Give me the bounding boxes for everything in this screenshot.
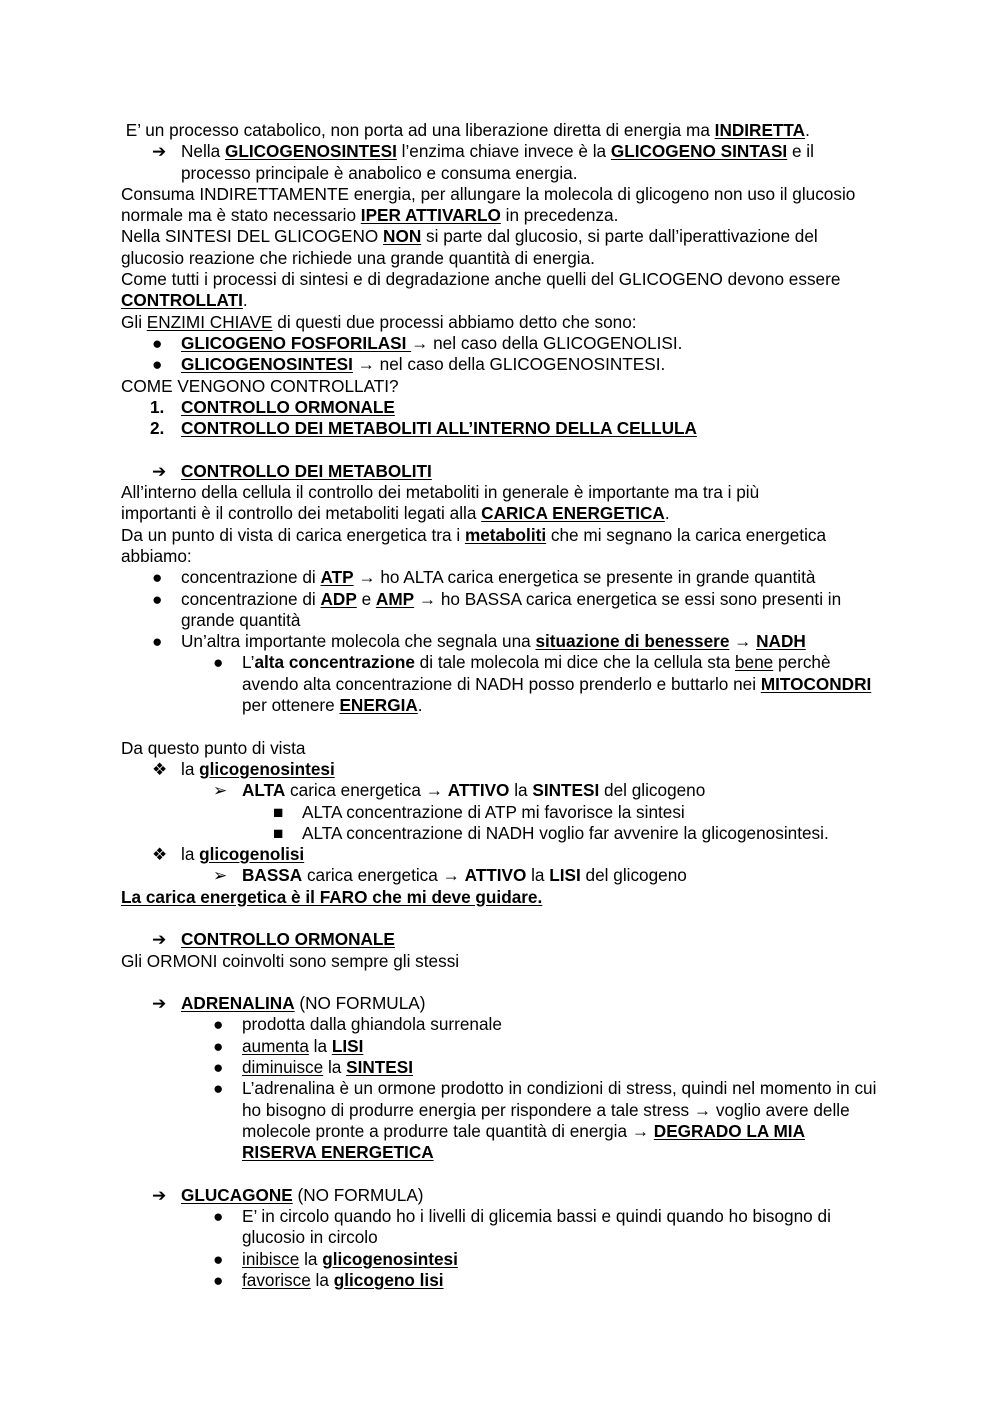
text: E’ in circolo quando ho i livelli di glicemia bassi e quindi quando ho bisogno di glucosio in circolo [242, 1206, 831, 1248]
arrow-bullet-icon: ➔ [152, 993, 167, 1014]
text-emphasis: glicogenolisi [199, 844, 305, 865]
text-emphasis: DEGRADO LA MIA RISERVA ENERGETICA [242, 1120, 805, 1163]
text: L’adrenalina è un ormone prodotto in condizioni di stress, quindi nel momento in cui ho bisogno di produrre energia per rispondere a tale stress → voglio avere delle molecole pronte a produrre tale quantità di energia → [242, 1078, 877, 1141]
text: del glicogeno [599, 780, 706, 801]
question: COME VENGONO CONTROLLATI? [121, 375, 399, 396]
sub-bullet-item [121, 1249, 891, 1270]
text: e il processo principale è anabolico e consuma energia. [181, 141, 814, 183]
text-underlined: aumenta [242, 1035, 309, 1056]
text: Gli [121, 311, 147, 332]
paragraph [121, 226, 881, 269]
text: di questi due processi abbiamo detto che sono: [272, 311, 637, 332]
triangle-bullet-icon: ➢ [213, 780, 228, 801]
document-body [121, 120, 891, 1291]
text-emphasis: GLICOGENO FOSFORILASI [181, 332, 412, 353]
arrow-item [121, 141, 833, 184]
text-underlined: diminuisce [242, 1057, 324, 1078]
spacer [121, 1164, 891, 1185]
text: Un’altra importante molecola che segnala una [181, 631, 536, 652]
bullet-dot-icon: ● [213, 1014, 224, 1035]
bullet-item [121, 333, 891, 354]
text-underlined: bene [734, 652, 774, 673]
text: → [729, 631, 757, 652]
bullet-dot-icon: ● [213, 1248, 224, 1269]
text: → ho ALTA carica energetica se presente in grande quantità [353, 567, 816, 588]
arrow-item [121, 1185, 891, 1206]
text-emphasis: situazione di benessere [535, 631, 730, 652]
text-emphasis: CARICA ENERGETICA [481, 503, 665, 524]
text-bold: BASSA [242, 865, 303, 886]
square-bullet-icon: ■ [273, 801, 284, 822]
text: . [805, 120, 810, 140]
sub-bullet-item [121, 1078, 880, 1163]
text-emphasis: CONTROLLO ORMONALE [181, 396, 395, 417]
triangle-item [121, 780, 891, 801]
text-emphasis: glicogenosintesi [199, 758, 335, 779]
arrow-bullet-icon: ➔ [152, 460, 167, 481]
paragraph [121, 269, 846, 312]
text: si parte dal glucosio, si parte dall’iperattivazione del glucosio reazione che richiede una grande quantità di energia. [121, 226, 818, 268]
text: Come tutti i processi di sintesi e di degradazione anche quelli del GLICOGENO devono essere [121, 269, 841, 290]
text: del glicogeno [580, 865, 687, 886]
bullet-item [121, 631, 891, 652]
diamond-item [121, 844, 891, 865]
text: ALTA concentrazione di ATP mi favorisce la sintesi [302, 801, 685, 822]
bullet-dot-icon: ● [213, 1035, 224, 1056]
text-emphasis: INDIRETTA [714, 120, 806, 140]
text-emphasis: ADRENALINA [181, 993, 295, 1014]
bullet-dot-icon: ● [152, 567, 163, 588]
text: → nel caso della GLICOGENOLISI. [411, 332, 683, 353]
text: ALTA concentrazione di NADH voglio far avvenire la glicogenosintesi. [302, 822, 829, 843]
sub-bullet-item [121, 1270, 891, 1291]
text: in precedenza. [500, 205, 619, 226]
paragraph [121, 525, 886, 568]
text-emphasis: NADH [756, 631, 806, 652]
text-underlined: favorisce [242, 1270, 311, 1291]
text: . [417, 695, 423, 716]
text-emphasis: glicogenosintesi [322, 1248, 458, 1269]
bullet-dot-icon: ● [213, 1206, 224, 1227]
text-emphasis: ATP [320, 567, 354, 588]
sub-bullet-item [121, 1014, 891, 1035]
square-item [121, 823, 891, 844]
text-emphasis: NON [383, 226, 422, 247]
paragraph [121, 312, 891, 333]
paragraph: Gli ORMONI coinvolti sono sempre gli stessi [121, 950, 460, 971]
heading-text: CONTROLLO DEI METABOLITI [181, 460, 432, 481]
section-heading [121, 929, 891, 950]
text: → nel caso della GLICOGENOSINTESI. [352, 354, 666, 375]
text: All’interno della cellula il controllo dei metaboliti in generale è importante ma tra i più importanti è il controllo dei metaboliti legati alla [121, 482, 760, 524]
text: di tale molecola mi dice che la cellula sta [414, 652, 735, 673]
text: perchè avendo alta concentrazione di NADH posso prenderlo e buttarlo nei [242, 652, 831, 694]
number-marker: 2. [150, 418, 165, 439]
text: . [242, 290, 248, 311]
text: la [526, 865, 550, 886]
arrow-bullet-icon: ➔ [152, 141, 167, 162]
text: prodotta dalla ghiandola surrenale [242, 1014, 502, 1035]
bullet-dot-icon: ● [152, 588, 163, 609]
spacer [121, 716, 891, 737]
spacer [121, 908, 891, 929]
text: la [181, 758, 200, 779]
text-bold: ATTIVO [447, 780, 510, 801]
section-heading [121, 461, 891, 482]
square-bullet-icon: ■ [273, 822, 284, 843]
text: → ho BASSA carica energetica se essi sono presenti in grande quantità [181, 588, 842, 630]
bullet-dot-icon: ● [152, 354, 163, 375]
text: la [509, 780, 533, 801]
triangle-item [121, 865, 891, 886]
heading-text: CONTROLLO ORMONALE [181, 929, 395, 950]
bullet-dot-icon: ● [213, 1057, 224, 1078]
text-emphasis: ADP [320, 588, 357, 609]
intro-line [121, 120, 891, 141]
text-emphasis: glicogeno lisi [333, 1270, 444, 1291]
text: Da un punto di vista di carica energetica tra i [121, 524, 465, 545]
text-emphasis: GLICOGENO SINTASI [610, 141, 788, 162]
text-bold: SINTESI [532, 780, 600, 801]
numbered-item [121, 418, 891, 439]
text: E’ un processo catabolico, non porta ad una liberazione diretta di energia ma [125, 120, 715, 140]
bullet-dot-icon: ● [152, 332, 163, 353]
text-bold: ALTA [242, 780, 286, 801]
bullet-item [121, 589, 881, 632]
bullet-dot-icon: ● [213, 652, 224, 673]
text: e [356, 588, 376, 609]
arrow-bullet-icon: ➔ [152, 1184, 167, 1205]
square-item [121, 802, 891, 823]
bullet-item [121, 354, 891, 375]
text: concentrazione di [181, 567, 321, 588]
sub-bullet-item [121, 652, 877, 716]
text: la [299, 1248, 323, 1269]
text: carica energetica → [285, 780, 448, 801]
text: Consuma INDIRETTAMENTE energia, per allungare la molecola di glicogeno non uso il glucosio normale ma è stato necessario [121, 183, 856, 226]
text-emphasis: MITOCONDRI [760, 673, 872, 694]
triangle-bullet-icon: ➢ [213, 865, 228, 886]
text: l’enzima chiave invece è la [396, 141, 611, 162]
text-emphasis: GLICOGENOSINTESI [224, 141, 397, 162]
text-emphasis: AMP [375, 588, 415, 609]
paragraph [121, 184, 881, 227]
diamond-bullet-icon: ❖ [152, 758, 168, 779]
text: . [664, 503, 670, 524]
diamond-bullet-icon: ❖ [152, 844, 168, 865]
bullet-dot-icon: ● [213, 1078, 224, 1099]
text-bold: ATTIVO [464, 865, 527, 886]
text-bold: alta concentrazione [254, 652, 415, 673]
bullet-item [121, 567, 891, 588]
sub-bullet-item [121, 1206, 882, 1249]
spacer [121, 972, 891, 993]
spacer [121, 439, 891, 460]
text: carica energetica → [302, 865, 465, 886]
text-emphasis: IPER ATTIVARLO [360, 205, 501, 226]
text: (NO FORMULA) [292, 1184, 424, 1205]
text: Nella SINTESI DEL GLICOGENO [121, 226, 384, 247]
text-emphasis: SINTESI [346, 1057, 413, 1078]
arrow-bullet-icon: ➔ [152, 929, 167, 950]
bullet-dot-icon: ● [213, 1270, 224, 1291]
text-emphasis: ENERGIA [339, 695, 418, 716]
text-emphasis: CONTROLLO DEI METABOLITI ALL’INTERNO DELLA CELLULA [181, 418, 697, 439]
text: concentrazione di [181, 588, 321, 609]
text-emphasis: LISI [331, 1035, 364, 1056]
arrow-item [121, 993, 891, 1014]
paragraph [121, 482, 821, 525]
text: (NO FORMULA) [294, 993, 426, 1014]
bullet-dot-icon: ● [152, 631, 163, 652]
paragraph: Da questo punto di vista [121, 737, 306, 758]
text-emphasis: GLUCAGONE [181, 1184, 293, 1205]
number-marker: 1. [150, 396, 165, 417]
text: Nella [181, 141, 225, 162]
text-bold: LISI [549, 865, 581, 886]
text: per ottenere [242, 695, 340, 716]
text-underlined: inibisce [242, 1248, 300, 1269]
text: L’ [242, 652, 255, 673]
text: la [308, 1035, 332, 1056]
sub-bullet-item [121, 1036, 891, 1057]
text-emphasis: metaboliti [464, 524, 547, 545]
numbered-item [121, 397, 891, 418]
text-underlined: ENZIMI CHIAVE [146, 311, 273, 332]
text: che mi segnano la carica energetica abbiamo: [121, 524, 827, 566]
text: la [310, 1270, 334, 1291]
text-emphasis: La carica energetica è il FARO che mi deve guidare. [121, 886, 543, 907]
key-statement [121, 887, 891, 908]
text-emphasis: GLICOGENOSINTESI [181, 354, 353, 375]
text: la [323, 1057, 347, 1078]
text: la [181, 844, 200, 865]
diamond-item [121, 759, 891, 780]
sub-bullet-item [121, 1057, 891, 1078]
text-emphasis: CONTROLLATI [121, 290, 243, 311]
